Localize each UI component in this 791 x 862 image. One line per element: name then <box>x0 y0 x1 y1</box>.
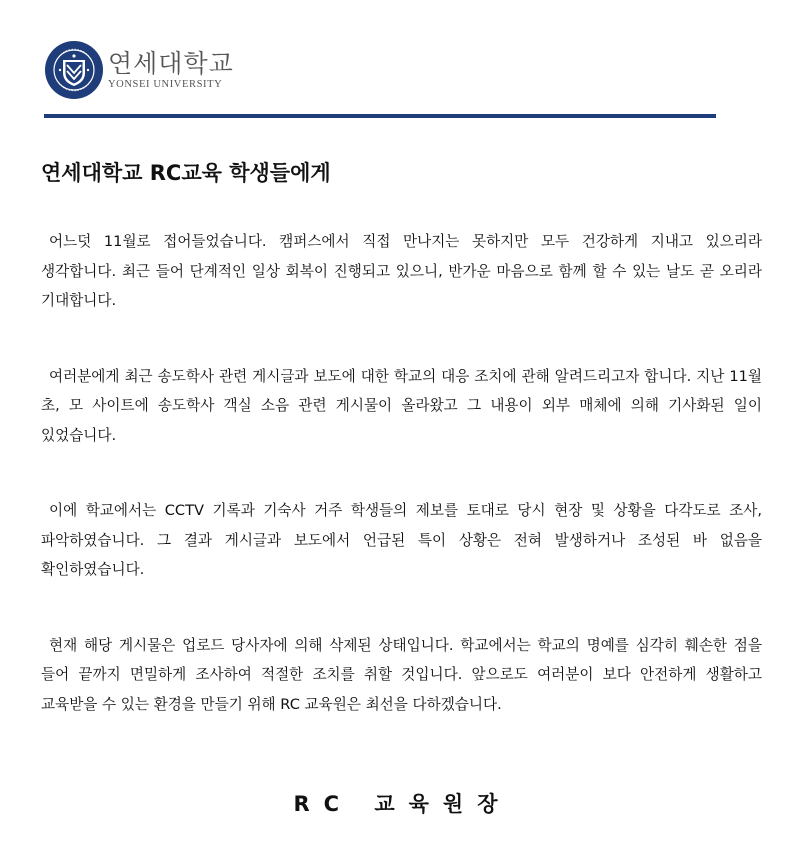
paragraph-3: 이에 학교에서는 CCTV 기록과 기숙사 거주 학생들의 제보를 토대로 당시 현장 및 상황을 다각도로 조사, 파악하였습니다. 그 결과 게시글과 보도에서 언급된 특이 상황은 전혀 발생하거나 조성된 바 없음을 확인하였습니다. <box>41 502 762 578</box>
paragraph-4: 현재 해당 게시물은 업로드 당사자에 의해 삭제된 상태입니다. 학교에서는 학교의 명예를 심각히 훼손한 점을 들어 끝까지 면밀하게 조사하여 적절한 조치를 취할 것입니다. 앞으로도 여러분이 보다 안전하게 생활하고 교육받을 수 있는 환경을 만들기 위해 RC 교육원은 최선을 다하겠습니다. <box>41 636 762 713</box>
letter-title: 연세대학교 RC교육 학생들에게 <box>41 161 331 185</box>
logo-english-name: YONSEI UNIVERSITY <box>108 79 223 90</box>
paragraph-2: 여러분에게 최근 송도학사 관련 게시글과 보도에 대한 학교의 대응 조치에 관해 알려드리고자 합니다. 지난 11월 초, 모 사이트에 송도학사 객실 소음 관련 게시물이 올라왔고 그 내용이 외부 매체에 의해 기사화된 일이 있었습니다. <box>41 367 762 444</box>
paragraph-1: 어느덧 11월로 접어들었습니다. 캠퍼스에서 직접 만나지는 못하지만 모두 건강하게 지내고 있으리라 생각합니다. 최근 들어 단계적인 일상 회복이 진행되고 있으니, 반가운 마음으로 함께 할 수 있는 날도 곧 오리라 기대합니다. <box>41 233 762 309</box>
yonsei-logo <box>44 40 234 100</box>
logo-wordmark <box>108 49 234 91</box>
letter-body <box>41 227 762 765</box>
logo-korean-name: 연세대학교 <box>108 49 234 78</box>
signature: RC 교육원장 <box>293 792 512 816</box>
header-divider <box>44 114 716 118</box>
university-seal-icon <box>44 40 104 100</box>
